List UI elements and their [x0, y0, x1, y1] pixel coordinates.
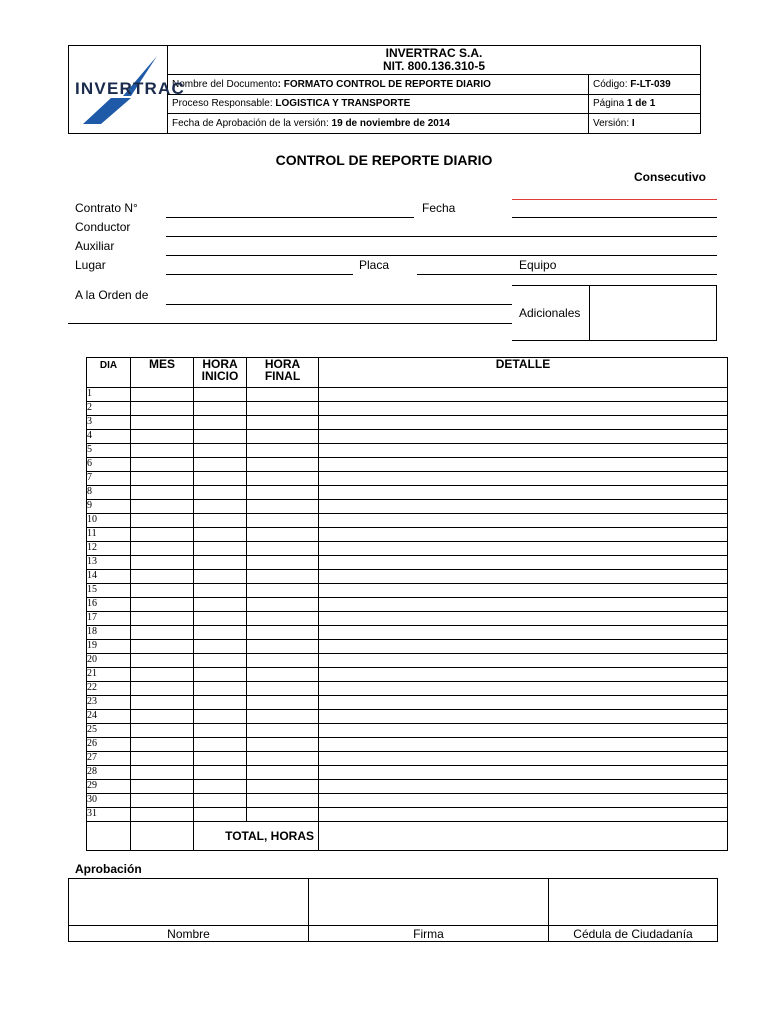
adicionales-field[interactable]	[590, 286, 716, 340]
day-number: 17	[87, 612, 131, 626]
mes-cell[interactable]	[131, 402, 194, 416]
approval-label-row	[69, 926, 718, 942]
approval-title: Aprobación	[75, 862, 142, 876]
day-number: 31	[87, 808, 131, 822]
detalle-cell[interactable]	[319, 402, 728, 416]
mes-cell[interactable]	[131, 486, 194, 500]
hora-final-cell[interactable]	[247, 682, 319, 696]
hora-inicio-cell[interactable]	[194, 444, 247, 458]
day-number: 10	[87, 514, 131, 528]
detalle-cell[interactable]	[319, 794, 728, 808]
table-row	[87, 388, 728, 402]
hora-inicio-cell[interactable]	[194, 612, 247, 626]
total-mes-cell	[131, 822, 194, 851]
company-nit: NIT. 800.136.310-5	[382, 58, 486, 73]
lugar-label: Lugar	[75, 258, 106, 272]
mes-cell[interactable]	[131, 472, 194, 486]
table-row	[87, 444, 728, 458]
document-name-cell	[168, 74, 589, 94]
detalle-cell[interactable]	[319, 514, 728, 528]
hora-inicio-cell[interactable]	[194, 780, 247, 794]
consecutivo-label: Consecutivo	[634, 170, 707, 184]
mes-cell[interactable]	[131, 500, 194, 514]
hora-inicio-cell[interactable]	[194, 388, 247, 402]
hora-final-cell[interactable]	[247, 416, 319, 430]
detalle-cell[interactable]	[319, 444, 728, 458]
table-row	[87, 402, 728, 416]
document-name-value: : FORMATO CONTROL DE REPORTE DIARIO	[277, 78, 491, 90]
hora-inicio-cell[interactable]	[194, 696, 247, 710]
hora-final-cell[interactable]	[247, 710, 319, 724]
code-label: Código:	[593, 78, 631, 90]
contrato-label: Contrato N°	[75, 201, 138, 215]
total-row	[87, 822, 728, 851]
table-row	[87, 710, 728, 724]
nombre-label: Nombre	[69, 926, 309, 942]
hora-inicio-cell[interactable]	[194, 570, 247, 584]
hora-final-cell[interactable]	[247, 640, 319, 654]
day-number: 4	[87, 430, 131, 444]
detalle-cell[interactable]	[319, 738, 728, 752]
total-detalle-cell[interactable]	[319, 822, 728, 851]
equipo-field[interactable]	[512, 274, 717, 275]
detalle-cell[interactable]	[319, 388, 728, 402]
hora-inicio-cell[interactable]	[194, 402, 247, 416]
detalle-cell[interactable]	[319, 528, 728, 542]
detalle-cell[interactable]	[319, 570, 728, 584]
detalle-cell[interactable]	[319, 500, 728, 514]
day-number: 6	[87, 458, 131, 472]
day-number: 26	[87, 738, 131, 752]
day-number: 13	[87, 556, 131, 570]
detalle-cell[interactable]	[319, 584, 728, 598]
hora-final-cell[interactable]	[247, 430, 319, 444]
detalle-cell[interactable]	[319, 724, 728, 738]
cedula-label: Cédula de Ciudadanía	[549, 926, 718, 942]
hora-inicio-cell[interactable]	[194, 710, 247, 724]
detalle-cell[interactable]	[319, 766, 728, 780]
detalle-cell[interactable]	[319, 542, 728, 556]
table-row	[87, 612, 728, 626]
table-row	[87, 724, 728, 738]
version-label: Versión:	[593, 118, 632, 130]
approval-table	[68, 878, 718, 942]
approval-date-label: Fecha de Aprobación de la versión:	[172, 118, 332, 130]
hora-final-cell[interactable]	[247, 584, 319, 598]
hora-inicio-header: HORA INICIO	[194, 358, 247, 388]
day-number: 23	[87, 696, 131, 710]
code-value: F-LT-039	[630, 78, 671, 90]
auxiliar-field[interactable]	[166, 255, 717, 256]
table-row	[87, 668, 728, 682]
table-row	[87, 472, 728, 486]
hora-inicio-cell[interactable]	[194, 430, 247, 444]
detalle-header: DETALLE	[319, 358, 728, 388]
table-header-row	[87, 358, 728, 388]
day-number: 9	[87, 500, 131, 514]
table-row	[87, 458, 728, 472]
table-row	[87, 682, 728, 696]
day-number: 1	[87, 388, 131, 402]
day-number: 14	[87, 570, 131, 584]
hora-final-cell[interactable]	[247, 472, 319, 486]
table-row	[87, 752, 728, 766]
day-number: 3	[87, 416, 131, 430]
mes-cell[interactable]	[131, 514, 194, 528]
table-row	[87, 794, 728, 808]
hora-final-cell[interactable]	[247, 500, 319, 514]
daily-report-table	[86, 357, 728, 851]
detalle-cell[interactable]	[319, 780, 728, 794]
hora-final-cell[interactable]	[247, 528, 319, 542]
day-number: 7	[87, 472, 131, 486]
table-row	[87, 584, 728, 598]
mes-cell[interactable]	[131, 528, 194, 542]
table-row	[87, 416, 728, 430]
hora-final-cell[interactable]	[247, 514, 319, 528]
detalle-cell[interactable]	[319, 416, 728, 430]
mes-cell[interactable]	[131, 556, 194, 570]
hora-inicio-cell[interactable]	[194, 682, 247, 696]
hora-final-cell[interactable]	[247, 766, 319, 780]
table-row	[87, 766, 728, 780]
day-number: 24	[87, 710, 131, 724]
lugar-field[interactable]	[166, 274, 353, 275]
form-title: CONTROL DE REPORTE DIARIO	[275, 152, 493, 168]
hora-inicio-cell[interactable]	[194, 416, 247, 430]
hora-inicio-cell[interactable]	[194, 472, 247, 486]
hora-inicio-cell[interactable]	[194, 598, 247, 612]
table-row	[87, 528, 728, 542]
mes-cell[interactable]	[131, 542, 194, 556]
version-value: I	[631, 118, 635, 130]
day-rows	[87, 388, 728, 822]
hora-inicio-cell[interactable]	[194, 808, 247, 822]
day-number: 5	[87, 444, 131, 458]
mes-cell[interactable]	[131, 640, 194, 654]
mes-cell[interactable]	[131, 752, 194, 766]
detalle-cell[interactable]	[319, 472, 728, 486]
hora-inicio-cell[interactable]	[194, 752, 247, 766]
company-name: INVERTRAC S.A.	[385, 45, 483, 60]
detalle-cell[interactable]	[319, 612, 728, 626]
hora-inicio-cell[interactable]	[194, 654, 247, 668]
hora-inicio-cell[interactable]	[194, 542, 247, 556]
detalle-cell[interactable]	[319, 696, 728, 710]
mes-cell[interactable]	[131, 682, 194, 696]
fecha-field[interactable]	[512, 217, 717, 218]
hora-final-cell[interactable]	[247, 458, 319, 472]
process-label: Proceso Responsable:	[172, 98, 276, 110]
mes-cell[interactable]	[131, 808, 194, 822]
hora-final-cell[interactable]	[247, 696, 319, 710]
table-row	[87, 514, 728, 528]
mes-cell[interactable]	[131, 430, 194, 444]
day-number: 28	[87, 766, 131, 780]
day-number: 29	[87, 780, 131, 794]
orden-field[interactable]	[166, 304, 512, 305]
placa-field[interactable]	[417, 274, 512, 275]
auxiliar-label: Auxiliar	[75, 239, 115, 253]
hora-inicio-cell[interactable]	[194, 528, 247, 542]
company-logo	[69, 46, 185, 134]
orden-label: A la Orden de	[75, 288, 149, 302]
detalle-cell[interactable]	[319, 598, 728, 612]
process-value: LOGISTICA Y TRANSPORTE	[275, 98, 411, 110]
day-number: 22	[87, 682, 131, 696]
conductor-label: Conductor	[75, 220, 131, 234]
hora-final-cell[interactable]	[247, 570, 319, 584]
total-label: TOTAL, HORAS	[194, 822, 319, 851]
table-row	[87, 542, 728, 556]
table-row	[87, 500, 728, 514]
table-row	[87, 696, 728, 710]
detalle-cell[interactable]	[319, 682, 728, 696]
hora-inicio-cell[interactable]	[194, 766, 247, 780]
nombre-field[interactable]	[69, 879, 309, 926]
hora-inicio-cell[interactable]	[194, 514, 247, 528]
hora-final-cell[interactable]	[247, 724, 319, 738]
day-number: 11	[87, 528, 131, 542]
mes-cell[interactable]	[131, 598, 194, 612]
day-number: 12	[87, 542, 131, 556]
hora-final-cell[interactable]	[247, 752, 319, 766]
hora-final-cell[interactable]	[247, 556, 319, 570]
mes-cell[interactable]	[131, 738, 194, 752]
table-row	[87, 556, 728, 570]
version-cell	[589, 114, 701, 134]
table-row	[87, 598, 728, 612]
hora-inicio-cell[interactable]	[194, 640, 247, 654]
mes-cell[interactable]	[131, 794, 194, 808]
mes-cell[interactable]	[131, 724, 194, 738]
detalle-cell[interactable]	[319, 640, 728, 654]
approval-signature-row	[69, 879, 718, 926]
contrato-field[interactable]	[166, 217, 414, 218]
hora-final-cell[interactable]	[247, 668, 319, 682]
hora-inicio-cell[interactable]	[194, 724, 247, 738]
hora-final-cell[interactable]	[247, 780, 319, 794]
document-name-label: Nombre del Documento	[172, 78, 278, 90]
day-number: 15	[87, 584, 131, 598]
mes-cell[interactable]	[131, 388, 194, 402]
hora-final-cell[interactable]	[247, 654, 319, 668]
mes-cell[interactable]	[131, 626, 194, 640]
approval-date-value: 19 de noviembre de 2014	[331, 118, 450, 130]
mes-cell[interactable]	[131, 612, 194, 626]
hora-inicio-cell[interactable]	[194, 500, 247, 514]
hora-inicio-cell[interactable]	[194, 668, 247, 682]
mes-cell[interactable]	[131, 584, 194, 598]
dia-header: DIA	[87, 358, 131, 388]
mes-cell[interactable]	[131, 416, 194, 430]
mes-cell[interactable]	[131, 668, 194, 682]
table-row	[87, 808, 728, 822]
mes-cell[interactable]	[131, 458, 194, 472]
day-number: 30	[87, 794, 131, 808]
code-cell	[589, 74, 701, 94]
hora-final-cell[interactable]	[247, 542, 319, 556]
adicionales-label: Adicionales	[519, 306, 581, 320]
day-number: 21	[87, 668, 131, 682]
detalle-cell[interactable]	[319, 458, 728, 472]
fecha-label: Fecha	[422, 201, 456, 215]
table-row	[87, 570, 728, 584]
hora-inicio-cell[interactable]	[194, 584, 247, 598]
hora-inicio-cell[interactable]	[194, 794, 247, 808]
table-row	[87, 640, 728, 654]
detalle-cell[interactable]	[319, 710, 728, 724]
mes-cell[interactable]	[131, 444, 194, 458]
hora-final-cell[interactable]	[247, 794, 319, 808]
detalle-cell[interactable]	[319, 486, 728, 500]
hora-inicio-cell[interactable]	[194, 738, 247, 752]
table-row	[87, 738, 728, 752]
firma-label: Firma	[309, 926, 549, 942]
detalle-cell[interactable]	[319, 556, 728, 570]
hora-final-cell[interactable]	[247, 626, 319, 640]
detalle-cell[interactable]	[319, 430, 728, 444]
table-row	[87, 780, 728, 794]
page-cell	[589, 94, 701, 114]
hora-inicio-cell[interactable]	[194, 626, 247, 640]
firma-field[interactable]	[309, 879, 549, 926]
mes-cell[interactable]	[131, 766, 194, 780]
equipo-label: Equipo	[519, 258, 557, 272]
conductor-field[interactable]	[166, 236, 717, 237]
hora-final-cell[interactable]	[247, 402, 319, 416]
orden-field-line-2[interactable]	[68, 323, 512, 324]
day-number: 8	[87, 486, 131, 500]
day-number: 18	[87, 626, 131, 640]
detalle-cell[interactable]	[319, 654, 728, 668]
day-number: 16	[87, 598, 131, 612]
day-number: 20	[87, 654, 131, 668]
day-number: 25	[87, 724, 131, 738]
mes-cell[interactable]	[131, 780, 194, 794]
total-dia-cell	[87, 822, 131, 851]
detalle-cell[interactable]	[319, 808, 728, 822]
document-header	[68, 45, 701, 134]
mes-cell[interactable]	[131, 570, 194, 584]
hora-final-cell[interactable]	[247, 598, 319, 612]
mes-cell[interactable]	[131, 710, 194, 724]
company-block	[168, 46, 701, 75]
placa-label: Placa	[359, 258, 390, 272]
process-cell	[168, 94, 589, 114]
table-row	[87, 654, 728, 668]
approval-date-cell	[168, 114, 589, 134]
hora-final-cell[interactable]	[247, 486, 319, 500]
table-row	[87, 486, 728, 500]
mes-cell[interactable]	[131, 654, 194, 668]
day-number: 19	[87, 640, 131, 654]
table-row	[87, 626, 728, 640]
detalle-cell[interactable]	[319, 668, 728, 682]
detalle-cell[interactable]	[319, 752, 728, 766]
hora-inicio-cell[interactable]	[194, 486, 247, 500]
mes-header: MES	[131, 358, 194, 388]
page-value: 1 de 1	[626, 98, 656, 110]
hora-inicio-cell[interactable]	[194, 458, 247, 472]
day-number: 2	[87, 402, 131, 416]
day-number: 27	[87, 752, 131, 766]
hora-inicio-cell[interactable]	[194, 556, 247, 570]
mes-cell[interactable]	[131, 696, 194, 710]
hora-final-cell[interactable]	[247, 738, 319, 752]
detalle-cell[interactable]	[319, 626, 728, 640]
consecutivo-line	[512, 199, 717, 200]
hora-final-header: HORA FINAL	[247, 358, 319, 388]
hora-final-cell[interactable]	[247, 808, 319, 822]
hora-final-cell[interactable]	[247, 388, 319, 402]
cedula-field[interactable]	[549, 879, 718, 926]
hora-final-cell[interactable]	[247, 444, 319, 458]
table-row	[87, 430, 728, 444]
logo-text: INVERTRAC	[75, 79, 185, 98]
hora-final-cell[interactable]	[247, 612, 319, 626]
page-label: Página	[593, 98, 627, 110]
